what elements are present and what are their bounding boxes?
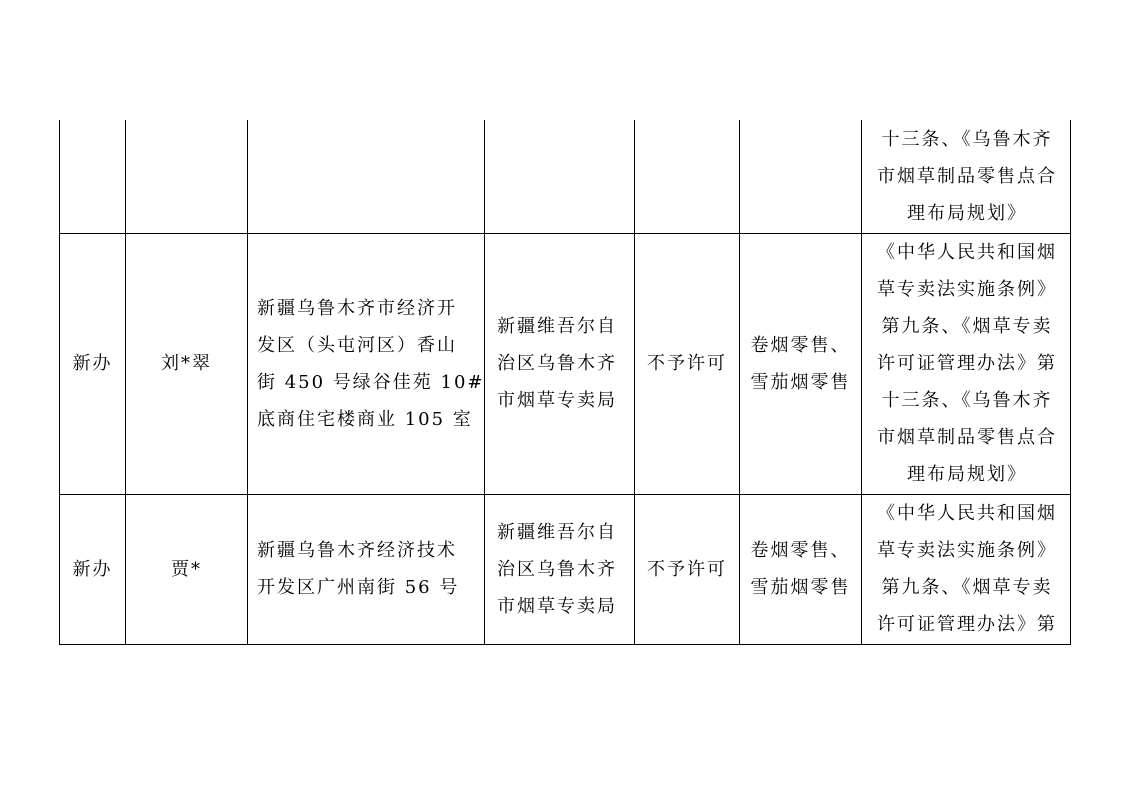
authority-line: 新疆维吾尔自 bbox=[497, 316, 617, 337]
business-scope-cell bbox=[740, 233, 862, 494]
address-line: 新疆乌鲁木齐市经济开 bbox=[257, 297, 457, 319]
applicant-name: 刘*翠 bbox=[161, 353, 212, 374]
business-address-cell bbox=[248, 120, 485, 233]
applicant-name-cell bbox=[126, 120, 248, 233]
decision-result-cell bbox=[635, 120, 740, 233]
address-line: 开发区广州南街 56 号 bbox=[257, 577, 460, 598]
scope-line: 卷烟零售、 bbox=[750, 334, 851, 356]
applicant-name: 贾* bbox=[171, 558, 202, 580]
legal-basis-line: 市烟草制品零售点合 bbox=[877, 427, 1057, 448]
business-scope-cell bbox=[740, 494, 862, 644]
decision-result: 不予许可 bbox=[647, 558, 727, 580]
authority-line: 新疆维吾尔自 bbox=[497, 521, 617, 543]
legal-basis-line: 《中华人民共和国烟 bbox=[877, 503, 1057, 524]
application-type: 新办 bbox=[72, 353, 113, 374]
legal-basis-line: 第九条、《烟草专卖 bbox=[881, 577, 1053, 598]
issuing-authority-cell bbox=[485, 120, 635, 233]
application-type-cell bbox=[60, 494, 126, 644]
decision-result-cell bbox=[635, 233, 740, 494]
address-line: 街 450 号绿谷佳苑 10# bbox=[257, 371, 485, 393]
decision-result: 不予许可 bbox=[647, 353, 727, 374]
scope-line: 卷烟零售、 bbox=[750, 540, 851, 561]
applicant-name-cell bbox=[126, 494, 248, 644]
legal-basis-line: 市烟草制品零售点合 bbox=[877, 165, 1057, 187]
application-type-cell bbox=[60, 233, 126, 494]
legal-basis-cell bbox=[862, 494, 1071, 644]
address-line: 底商住宅楼商业 105 室 bbox=[257, 408, 473, 430]
legal-basis-line: 《中华人民共和国烟 bbox=[877, 242, 1057, 263]
legal-basis-line: 理布局规划》 bbox=[907, 464, 1027, 485]
issuing-authority-cell bbox=[485, 494, 635, 644]
applicant-name-cell bbox=[126, 233, 248, 494]
legal-basis-line: 草专卖法实施条例》 bbox=[877, 279, 1057, 300]
legal-basis-line: 理布局规划》 bbox=[907, 202, 1027, 224]
application-type-cell bbox=[60, 120, 126, 233]
address-line: 新疆乌鲁木齐经济技术 bbox=[257, 540, 457, 561]
scope-line: 雪茄烟零售 bbox=[750, 577, 851, 598]
application-type: 新办 bbox=[72, 558, 113, 580]
business-address-cell bbox=[248, 494, 485, 644]
table-row bbox=[60, 233, 1071, 494]
permit-decision-table bbox=[59, 120, 1071, 645]
authority-line: 治区乌鲁木齐 bbox=[497, 558, 617, 580]
legal-basis-cell bbox=[862, 233, 1071, 494]
address-line: 发区（头屯河区）香山 bbox=[257, 334, 457, 356]
scope-line: 雪茄烟零售 bbox=[750, 371, 851, 393]
business-address-cell bbox=[248, 233, 485, 494]
issuing-authority-cell bbox=[485, 233, 635, 494]
authority-line: 市烟草专卖局 bbox=[497, 390, 617, 411]
legal-basis-line: 许可证管理办法》第 bbox=[877, 614, 1057, 635]
authority-line: 市烟草专卖局 bbox=[497, 595, 617, 617]
legal-basis-line: 十三条、《乌鲁木齐 bbox=[881, 128, 1053, 150]
legal-basis-line: 许可证管理办法》第 bbox=[877, 353, 1057, 374]
table-row bbox=[60, 494, 1071, 644]
legal-basis-line: 第九条、《烟草专卖 bbox=[881, 316, 1053, 337]
legal-basis-cell bbox=[862, 120, 1071, 233]
legal-basis-line: 十三条、《乌鲁木齐 bbox=[881, 390, 1053, 411]
legal-basis-line: 草专卖法实施条例》 bbox=[877, 540, 1057, 561]
business-scope-cell bbox=[740, 120, 862, 233]
authority-line: 治区乌鲁木齐 bbox=[497, 353, 617, 374]
decision-result-cell bbox=[635, 494, 740, 644]
table-row bbox=[60, 120, 1071, 233]
